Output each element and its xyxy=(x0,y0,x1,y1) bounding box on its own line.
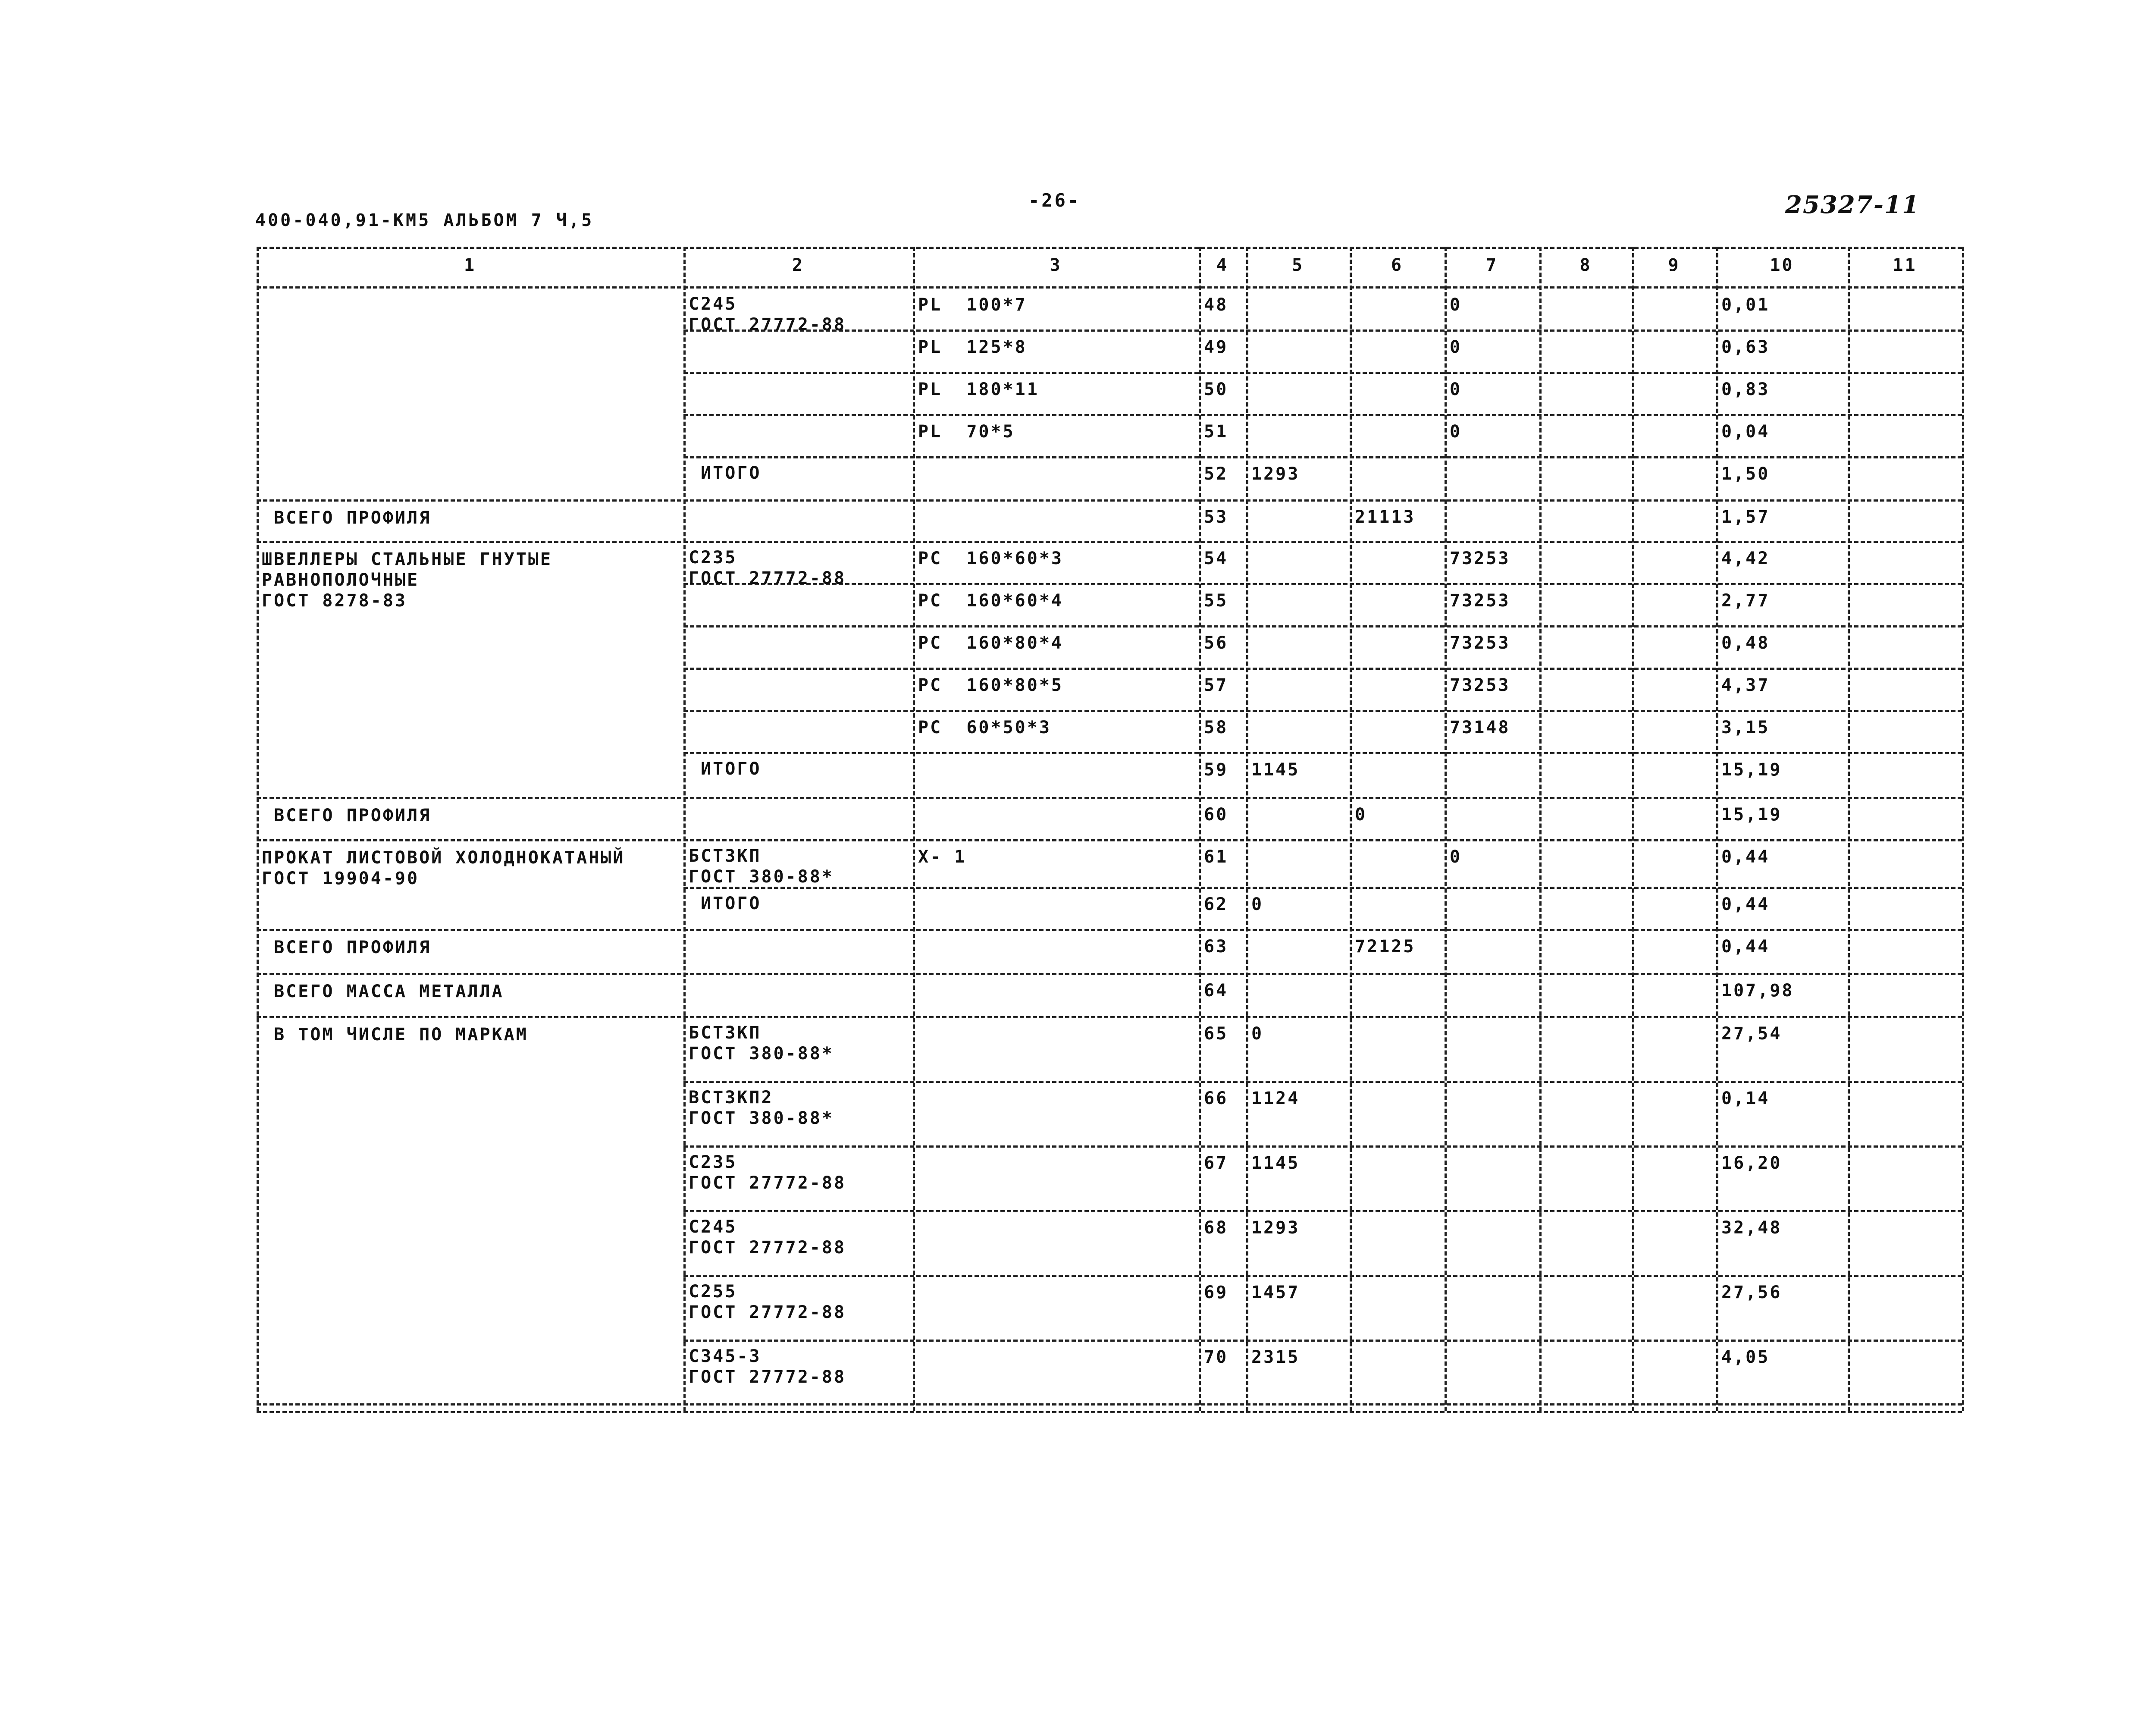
position-number: 57 xyxy=(1204,675,1228,695)
mass-value: 1,50 xyxy=(1721,464,1770,484)
column-divider xyxy=(257,247,259,1411)
position-number: 54 xyxy=(1204,549,1228,568)
position-number: 64 xyxy=(1204,981,1228,1001)
group-title: ВСЕГО МАССА МЕТАЛЛА xyxy=(262,982,504,1001)
mass-value: 3,15 xyxy=(1721,718,1770,737)
profile-size: X- 1 xyxy=(918,847,967,867)
position-number: 67 xyxy=(1204,1153,1228,1173)
code-value: 1145 xyxy=(1251,760,1300,780)
position-number: 68 xyxy=(1204,1218,1228,1238)
column-header: 3 xyxy=(1050,255,1062,275)
position-number: 69 xyxy=(1204,1283,1228,1302)
row-divider xyxy=(683,1145,1962,1148)
row-divider xyxy=(683,668,1962,670)
row-divider xyxy=(257,929,1962,931)
row-divider xyxy=(683,329,1962,332)
row-divider xyxy=(683,1340,1962,1342)
steel-grade: С235 xyxy=(689,1152,737,1172)
row-divider xyxy=(683,456,1962,458)
row-divider xyxy=(257,499,1962,502)
column-divider xyxy=(1848,247,1850,1411)
row-divider xyxy=(683,414,1962,416)
position-number: 56 xyxy=(1204,633,1228,653)
steel-grade: ГОСТ 27772-88 xyxy=(689,1173,846,1193)
steel-grade: БСТ3КП xyxy=(689,846,761,866)
position-number: 60 xyxy=(1204,805,1228,825)
page-number: -26- xyxy=(1028,190,1081,211)
column-header: 4 xyxy=(1216,255,1229,275)
steel-grade: С345-3 xyxy=(689,1346,761,1366)
steel-grade: С245 xyxy=(689,294,737,314)
position-number: 49 xyxy=(1204,337,1228,357)
position-number: 59 xyxy=(1204,760,1228,780)
steel-grade: ИТОГО xyxy=(689,759,761,779)
code-value: 73148 xyxy=(1450,718,1510,737)
steel-grade: С235 xyxy=(689,548,737,568)
position-number: 58 xyxy=(1204,718,1228,737)
row-divider xyxy=(257,973,1962,975)
position-number: 53 xyxy=(1204,507,1228,527)
column-divider xyxy=(1445,247,1447,1411)
code-value: 72125 xyxy=(1355,937,1416,957)
column-header: 9 xyxy=(1668,255,1680,275)
code-value: 1145 xyxy=(1251,1153,1300,1173)
code-value: 21113 xyxy=(1355,507,1416,527)
column-divider xyxy=(1350,247,1352,1411)
mass-value: 0,14 xyxy=(1721,1089,1770,1108)
steel-grade: ГОСТ 27772-88 xyxy=(689,315,846,335)
steel-grade: БСТ3КП xyxy=(689,1023,761,1043)
mass-value: 0,63 xyxy=(1721,337,1770,357)
row-divider xyxy=(683,625,1962,627)
row-divider xyxy=(257,1016,1962,1018)
group-title: ВСЕГО ПРОФИЛЯ xyxy=(262,806,432,825)
code-value: 0 xyxy=(1450,337,1462,357)
mass-value: 15,19 xyxy=(1721,805,1782,825)
mass-value: 4,42 xyxy=(1721,549,1770,568)
steel-grade: ИТОГО xyxy=(689,463,761,483)
code-value: 73253 xyxy=(1450,675,1510,695)
column-header: 1 xyxy=(464,255,476,275)
row-divider xyxy=(257,1403,1962,1406)
steel-grade: ГОСТ 380-88* xyxy=(689,867,834,887)
group-title: ВСЕГО ПРОФИЛЯ xyxy=(262,938,432,957)
row-divider xyxy=(683,1081,1962,1083)
code-value: 0 xyxy=(1251,1024,1264,1044)
position-number: 61 xyxy=(1204,847,1228,867)
group-title: ВСЕГО ПРОФИЛЯ xyxy=(262,508,432,528)
steel-grade: ГОСТ 27772-88 xyxy=(689,1302,846,1322)
table-border-top xyxy=(257,247,1962,249)
mass-value: 0,04 xyxy=(1721,422,1770,442)
column-header: 7 xyxy=(1485,255,1498,275)
mass-value: 0,01 xyxy=(1721,295,1770,315)
row-divider xyxy=(683,583,1962,585)
code-value: 73253 xyxy=(1450,633,1510,653)
column-divider xyxy=(1199,247,1201,1411)
position-number: 50 xyxy=(1204,380,1228,399)
position-number: 65 xyxy=(1204,1024,1228,1044)
position-number: 63 xyxy=(1204,937,1228,957)
mass-value: 0,44 xyxy=(1721,894,1770,914)
column-header: 10 xyxy=(1770,255,1794,275)
profile-size: PC 160*80*4 xyxy=(918,633,1063,653)
column-header: 11 xyxy=(1893,255,1917,275)
position-number: 48 xyxy=(1204,295,1228,315)
mass-value: 15,19 xyxy=(1721,760,1782,780)
mass-value: 16,20 xyxy=(1721,1153,1782,1173)
row-divider xyxy=(257,541,1962,543)
mass-value: 27,56 xyxy=(1721,1283,1782,1302)
position-number: 62 xyxy=(1204,894,1228,914)
doc-code: 400-040,91-КМ5 АЛЬБОМ 7 Ч,5 xyxy=(255,210,594,230)
profile-size: PC 160*60*3 xyxy=(918,549,1063,568)
row-divider xyxy=(683,887,1962,889)
profile-size: PL 70*5 xyxy=(918,422,1015,442)
mass-value: 0,83 xyxy=(1721,380,1770,399)
mass-value: 2,77 xyxy=(1721,591,1770,611)
code-value: 1457 xyxy=(1251,1283,1300,1302)
position-number: 52 xyxy=(1204,464,1228,484)
steel-grade: ГОСТ 380-88* xyxy=(689,1108,834,1128)
row-divider xyxy=(683,752,1962,754)
column-divider xyxy=(913,247,915,1411)
column-divider xyxy=(1962,247,1964,1411)
mass-value: 0,48 xyxy=(1721,633,1770,653)
steel-grade: ГОСТ 27772-88 xyxy=(689,1238,846,1258)
steel-grade: ГОСТ 27772-88 xyxy=(689,1367,846,1387)
column-header: 5 xyxy=(1291,255,1304,275)
header-divider xyxy=(257,286,1962,289)
column-header: 8 xyxy=(1579,255,1592,275)
code-value: 0 xyxy=(1355,805,1367,825)
row-divider xyxy=(683,372,1962,374)
column-divider xyxy=(1539,247,1542,1411)
mass-value: 32,48 xyxy=(1721,1218,1782,1238)
column-divider xyxy=(1632,247,1634,1411)
mass-value: 0,44 xyxy=(1721,937,1770,957)
code-value: 73253 xyxy=(1450,549,1510,568)
group-title: ПРОКАТ ЛИСТОВОЙ ХОЛОДНОКАТАНЫЙ xyxy=(262,848,625,868)
table-border-bottom xyxy=(257,1411,1962,1413)
group-title: В ТОМ ЧИСЛЕ ПО МАРКАМ xyxy=(262,1025,528,1045)
profile-size: PC 60*50*3 xyxy=(918,718,1051,737)
mass-value: 4,37 xyxy=(1721,675,1770,695)
mass-value: 1,57 xyxy=(1721,507,1770,527)
column-divider xyxy=(1246,247,1248,1411)
profile-size: PL 125*8 xyxy=(918,337,1027,357)
mass-value: 107,98 xyxy=(1721,981,1794,1001)
column-header: 2 xyxy=(792,255,805,275)
column-divider xyxy=(1716,247,1718,1411)
column-divider xyxy=(683,247,686,1411)
group-title: ШВЕЛЛЕРЫ СТАЛЬНЫЕ ГНУТЫЕ xyxy=(262,549,552,569)
code-value: 1124 xyxy=(1251,1089,1300,1108)
position-number: 55 xyxy=(1204,591,1228,611)
group-title: РАВНОПОЛОЧНЫЕ xyxy=(262,570,420,590)
profile-size: PL 180*11 xyxy=(918,380,1039,399)
code-value: 73253 xyxy=(1450,591,1510,611)
steel-grade: С245 xyxy=(689,1217,737,1237)
mass-value: 0,44 xyxy=(1721,847,1770,867)
profile-size: PL 100*7 xyxy=(918,295,1027,315)
code-value: 0 xyxy=(1450,422,1462,442)
position-number: 66 xyxy=(1204,1089,1228,1108)
specification-table xyxy=(257,247,1962,1432)
steel-grade: ИТОГО xyxy=(689,894,761,913)
code-value: 1293 xyxy=(1251,464,1300,484)
steel-grade: С255 xyxy=(689,1282,737,1302)
group-title: ГОСТ 8278-83 xyxy=(262,591,407,611)
profile-size: PC 160*60*4 xyxy=(918,591,1063,611)
group-title: ГОСТ 19904-90 xyxy=(262,869,420,888)
row-divider xyxy=(257,839,1962,841)
row-divider xyxy=(683,710,1962,712)
mass-value: 27,54 xyxy=(1721,1024,1782,1044)
code-value: 0 xyxy=(1450,295,1462,315)
steel-grade: ВСТ3КП2 xyxy=(689,1088,774,1107)
code-value: 0 xyxy=(1450,847,1462,867)
mass-value: 4,05 xyxy=(1721,1347,1770,1367)
profile-size: PC 160*80*5 xyxy=(918,675,1063,695)
code-value: 1293 xyxy=(1251,1218,1300,1238)
code-value: 0 xyxy=(1251,894,1264,914)
code-value: 0 xyxy=(1450,380,1462,399)
row-divider xyxy=(257,797,1962,799)
position-number: 51 xyxy=(1204,422,1228,442)
code-value: 2315 xyxy=(1251,1347,1300,1367)
row-divider xyxy=(683,1210,1962,1212)
archive-stamp: 25327-11 xyxy=(1785,191,1920,219)
steel-grade: ГОСТ 380-88* xyxy=(689,1044,834,1064)
row-divider xyxy=(683,1275,1962,1277)
steel-grade: ГОСТ 27772-88 xyxy=(689,568,846,588)
position-number: 70 xyxy=(1204,1347,1228,1367)
column-header: 6 xyxy=(1391,255,1404,275)
